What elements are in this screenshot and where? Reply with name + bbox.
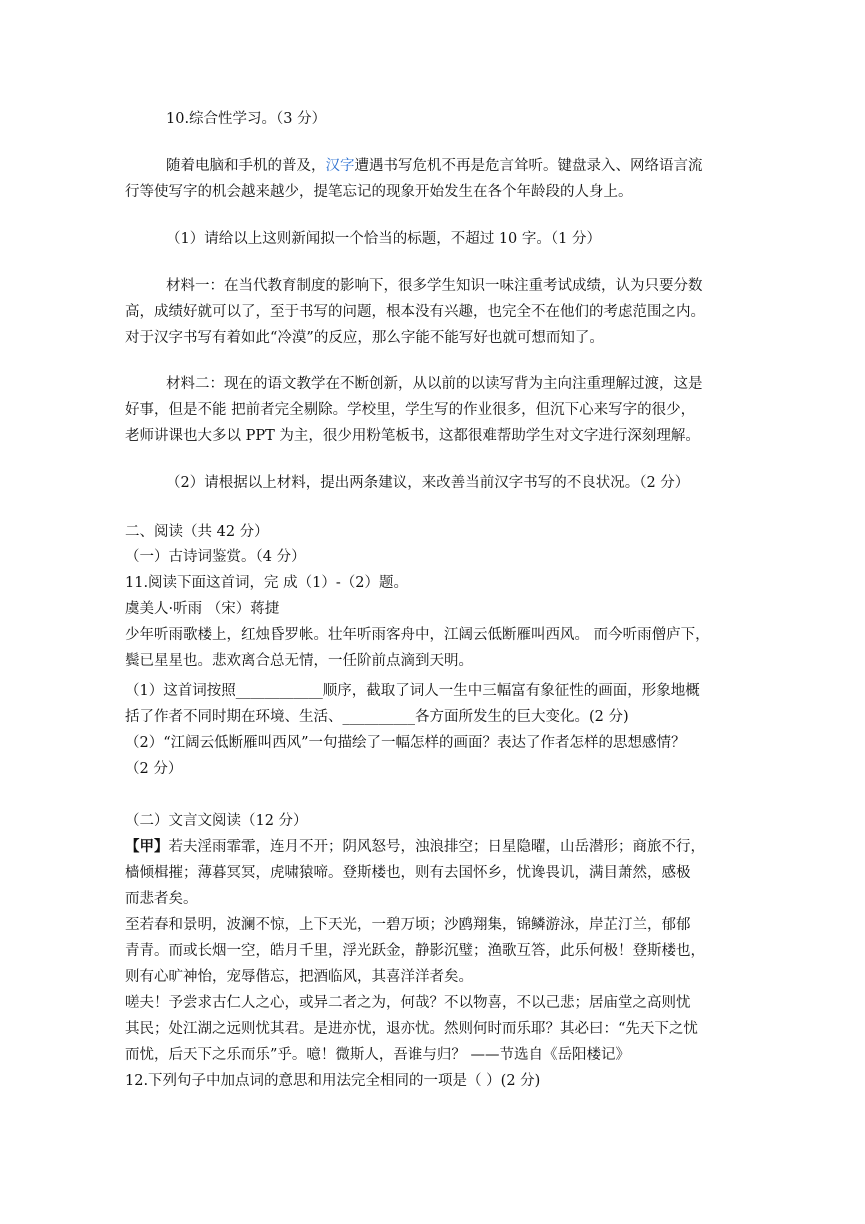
passage-text: 若夫淫雨霏霏，连月不开；阴风怒号，浊浪排空；日星隐曜，山岳潜形；商旅不行， — [168, 839, 705, 855]
q10-heading: 10.综合性学习。（3 分） — [166, 111, 327, 127]
passage-line: 其民；处江湖之远则忧其君。是进亦忧，退亦忧。然则何时而乐耶？其必曰：“先天下之忧 — [125, 1021, 698, 1037]
poem-line: 少年听雨歌楼上，红烛昏罗帐。壮年听雨客舟中，江阔云低断雁叫西风。 而今听雨僧庐下， — [125, 627, 710, 643]
material-one-line: 高，成绩好就可以了，至于书写的问题，根本没有兴趣，也完全不在他们的考虑范围之内。 — [125, 304, 705, 320]
passage-line: 至若春和景明，波澜不惊，上下天光，一碧万顷；沙鸥翔集，锦鳞游泳，岸芷汀兰，郁郁 — [125, 917, 691, 933]
poem-line: 鬓已星星也。悲欢离合总无情，一任阶前点滴到天明。 — [125, 653, 473, 669]
q11-subquestion-1: （1）这首词按照____________顺序，截取了词人一生中三幅富有象征性的画面，形象地概 — [125, 683, 700, 699]
material-two-line: 老师讲课也大多以 PPT 为主，很少用粉笔板书，这都很难帮助学生对文字进行深刻理解。 — [125, 428, 700, 444]
q10-subquestion-2: （2）请根据以上材料，提出两条建议，来改善当前汉字书写的不良状况。（2 分） — [166, 475, 690, 491]
news-text-post: 遭遇书写危机不再是危言耸听。键盘录入、网络语言流 — [354, 158, 703, 174]
material-two-line: 好事，但是不能 把前者完全剔除。学校里，学生写的作业很多，但沉下心来写字的很少， — [125, 402, 696, 418]
passage-line: 青青。而或长烟一空，皓月千里，浮光跃金，静影沉璧；渔歌互答，此乐何极！登斯楼也， — [125, 943, 705, 959]
q10-subquestion-1: （1）请给以上这则新闻拟一个恰当的标题，不超过 10 字。（1 分） — [166, 231, 601, 247]
q11-subquestion-1-cont: 括了作者不同时期在环境、生活、__________各方面所发生的巨大变化。(2 分) — [125, 709, 629, 725]
jia-marker: 【甲】 — [125, 838, 169, 855]
hanzi-link[interactable]: 汉字 — [325, 158, 355, 174]
news-line-1 — [166, 153, 786, 179]
passage-line: 而悲者矣。 — [125, 891, 198, 907]
news-line-2: 行等使写字的机会越来越少，提笔忘记的现象开始发生在各个年龄段的人身上。 — [125, 184, 633, 200]
q11-prompt: 11.阅读下面这首词，完 成（1）-（2）题。 — [125, 575, 409, 591]
q12-prompt: 12.下列句子中加点词的意思和用法完全相同的一项是（ ）(2 分) — [125, 1073, 541, 1089]
material-one-line: 对于汉字书写有着如此“冷漠”的反应，那么字能不能写好也就可想而知了。 — [125, 330, 604, 346]
part-two-heading: （二）文言文阅读（12 分） — [125, 813, 308, 829]
q11-subquestion-2: （2）“江阔云低断雁叫西风”一句描绘了一幅怎样的画面？表达了作者怎样的思想感情？ — [125, 735, 686, 751]
passage-line — [125, 834, 745, 860]
passage-line: 而忧，后天下之乐而乐”乎。噫！微斯人，吾谁与归？ ——节选自《岳阳楼记》 — [125, 1047, 631, 1063]
passage-line: 则有心旷神怡，宠辱偕忘，把酒临风，其喜洋洋者矣。 — [125, 969, 473, 985]
news-text-pre: 随着电脑和手机的普及， — [166, 158, 326, 174]
q11-subquestion-2-cont: （2 分） — [125, 761, 183, 777]
material-one-line: 材料一：在当代教育制度的影响下，很多学生知识一味注重考试成绩，认为只要分数 — [166, 278, 703, 294]
passage-line: 樯倾楫摧；薄暮冥冥，虎啸猿啼。登斯楼也，则有去国怀乡，忧谗畏讥，满目萧然，感极 — [125, 865, 691, 881]
passage-line: 嗟夫！予尝求古仁人之心，或异二者之为，何哉？不以物喜，不以己悲；居庙堂之高则忧 — [125, 995, 691, 1011]
section-reading-heading: 二、阅读（共 42 分） — [125, 524, 269, 540]
material-two-line: 材料二：现在的语文教学在不断创新，从以前的以读写背为主向注重理解过渡，这是 — [166, 376, 703, 392]
poem-title: 虞美人·听雨 （宋）蒋捷 — [125, 601, 280, 617]
part-one-heading: （一）古诗词鉴赏。（4 分） — [125, 549, 306, 565]
